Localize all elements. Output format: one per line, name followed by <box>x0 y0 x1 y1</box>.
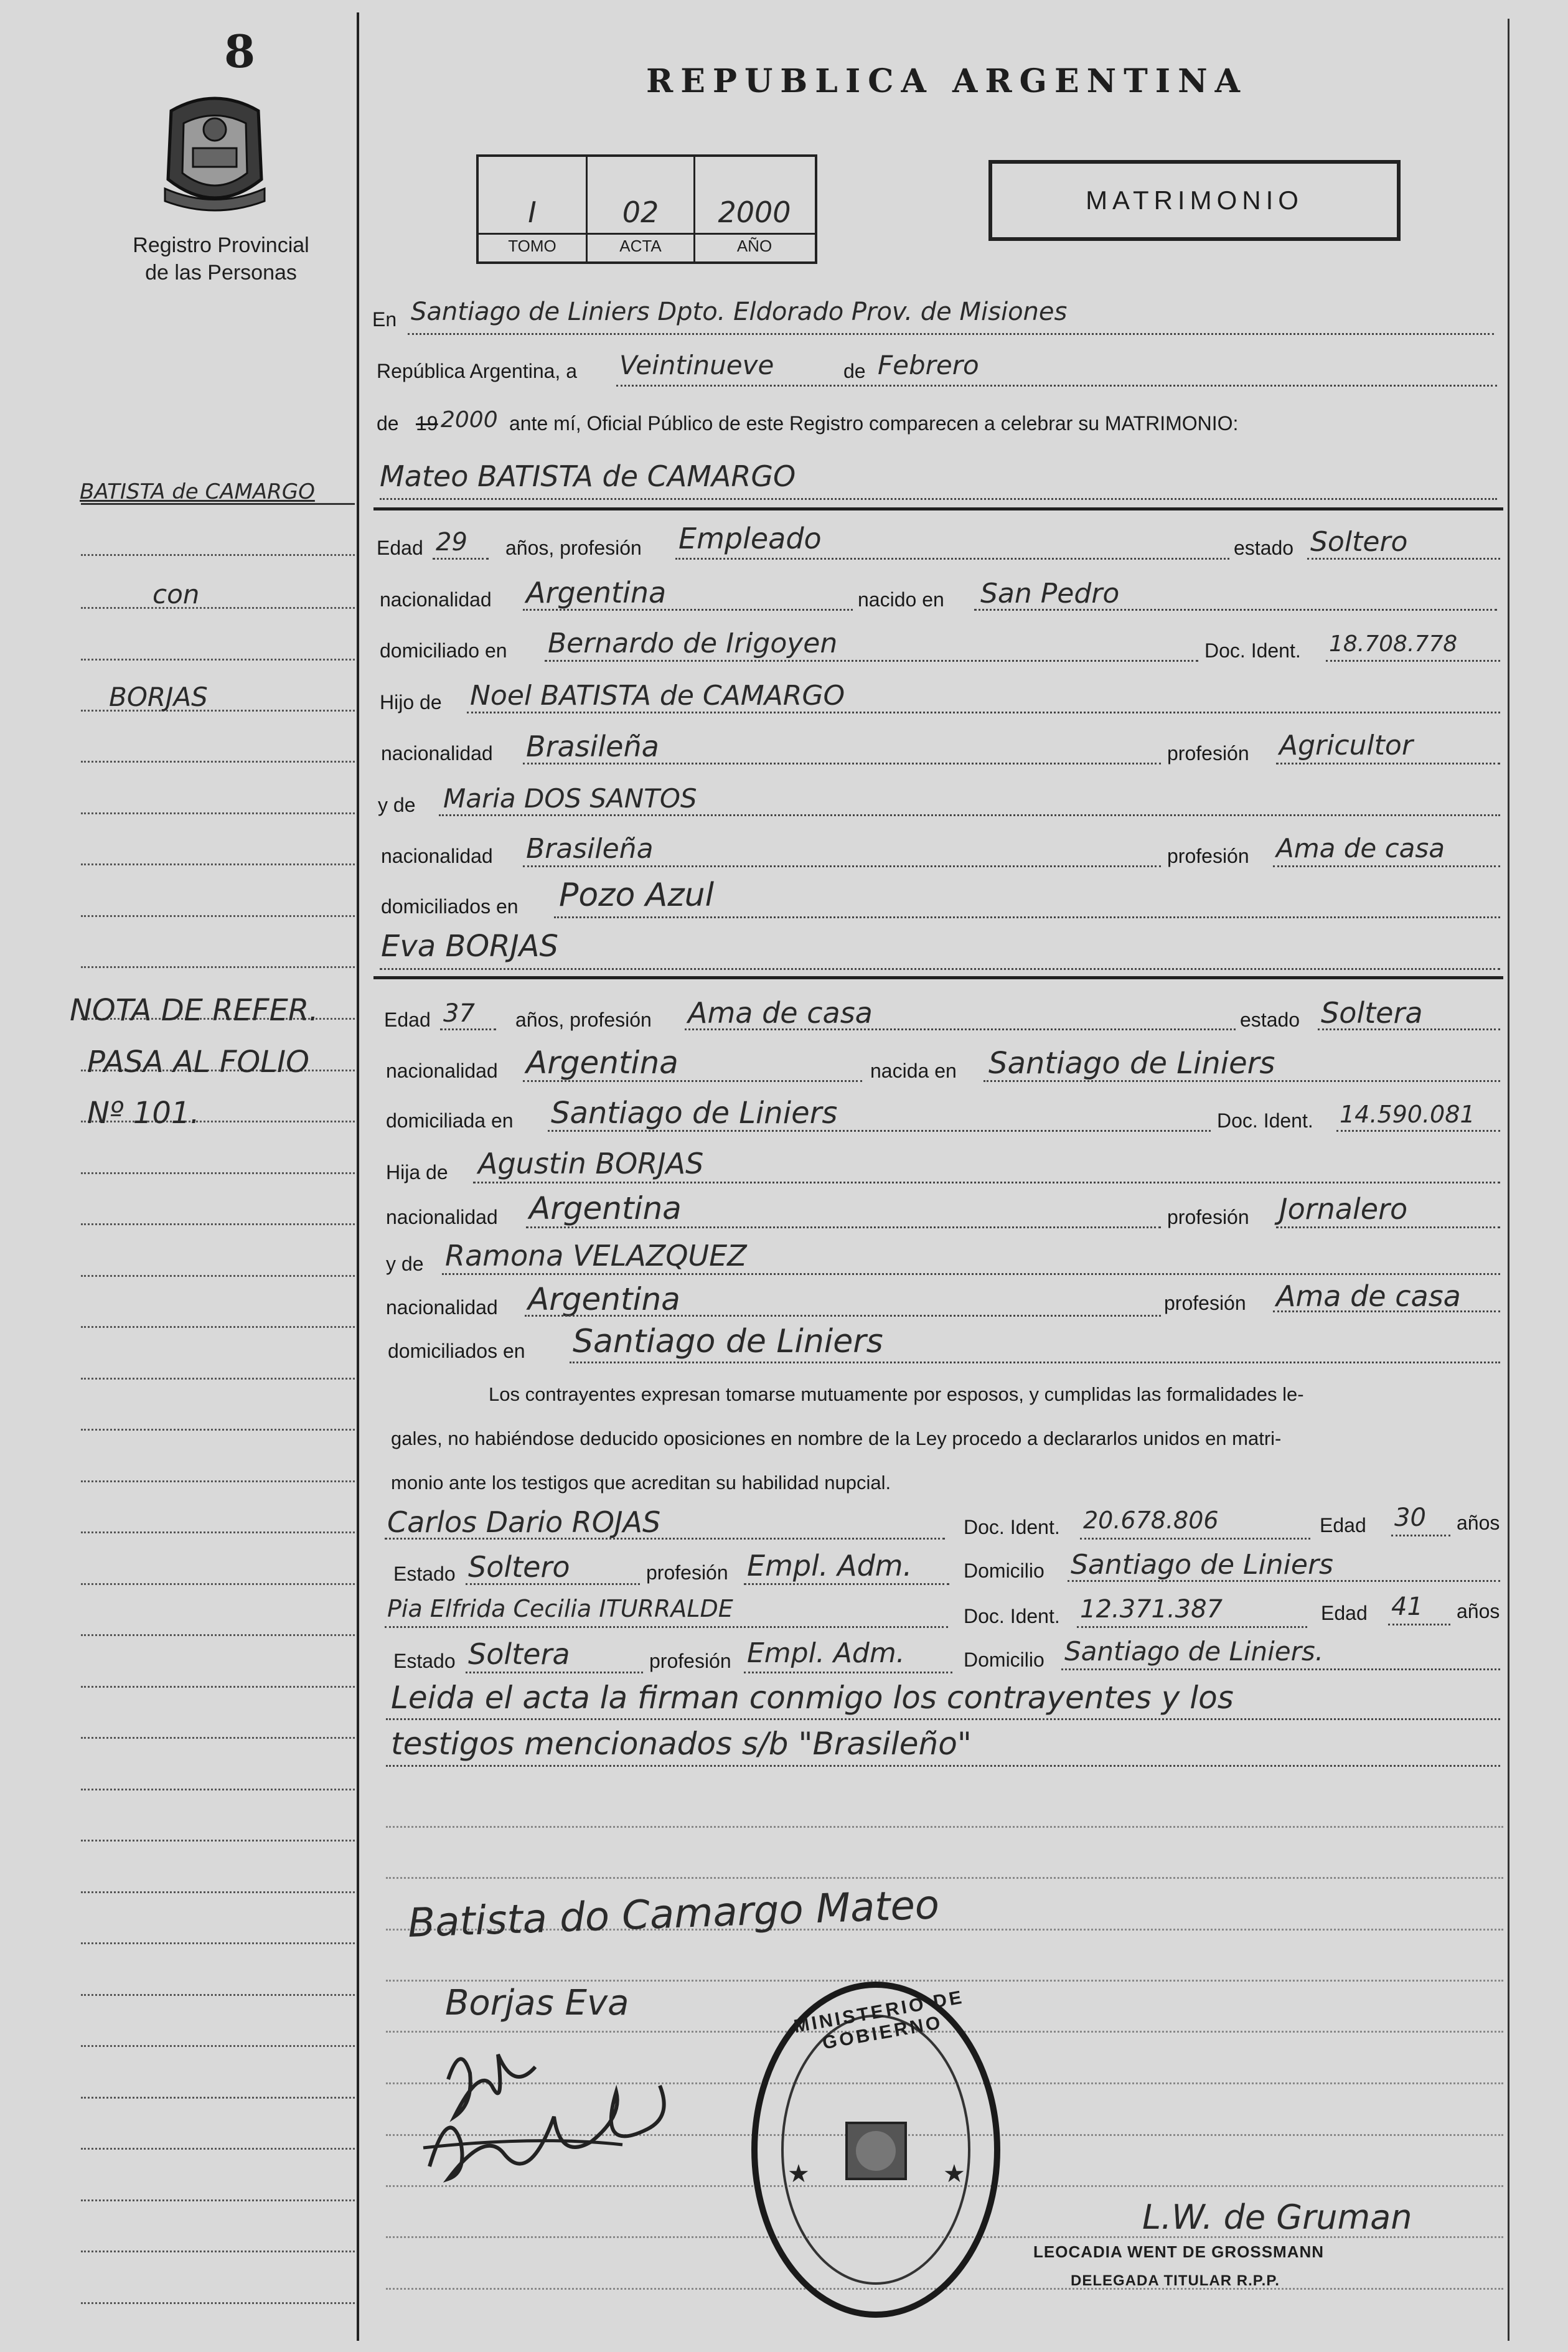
bride-address: Santiago de Liniers <box>551 1096 838 1131</box>
bride-mother: Ramona VELAZQUEZ <box>445 1239 747 1272</box>
record-table <box>476 154 817 264</box>
tomo-value: I <box>528 195 537 229</box>
witness1-name: Carlos Dario ROJAS <box>387 1505 661 1539</box>
act-type-label: MATRIMONIO <box>1086 186 1303 215</box>
bride-father: Agustin BORJAS <box>478 1147 704 1180</box>
groom-mother: Maria DOS SANTOS <box>443 783 697 814</box>
groom-nacionalidad-label: nacionalidad <box>380 588 492 611</box>
anio-value: 2000 <box>718 195 791 229</box>
margin-note-line-3: Nº 101. <box>87 1096 200 1131</box>
officer-stamp-title: DELEGADA TITULAR R.P.P. <box>1071 2272 1280 2289</box>
republica-label: República Argentina, a <box>377 360 577 382</box>
groom-mother-nat-label: nacionalidad <box>381 845 493 867</box>
bride-mother-nat: Argentina <box>528 1281 680 1317</box>
margin-con: con <box>153 579 200 609</box>
closing-line-1: Leida el acta la firman conmigo los contrayentes y los <box>391 1680 1234 1716</box>
witness2-profession: Empl. Adm. <box>747 1637 905 1669</box>
bride-hija-label: Hija de <box>386 1161 448 1183</box>
closing-line-2: testigos mencionados s/b "Brasileño" <box>391 1726 972 1762</box>
bride-father-prof-label: profesión <box>1167 1206 1249 1228</box>
place: Santiago de Liniers Dpto. Eldorado Prov. de Misiones <box>411 298 1068 326</box>
witness2-anos-label: años <box>1457 1600 1500 1622</box>
groom-age: 29 <box>436 528 467 557</box>
acta-value: 02 <box>622 195 659 229</box>
year-struck: 19 <box>416 412 438 435</box>
bride-estado-label: estado <box>1240 1009 1300 1031</box>
en-label: En <box>372 308 397 331</box>
bride-father-nat-label: nacionalidad <box>386 1206 498 1228</box>
groom-doc: 18.708.778 <box>1329 631 1458 657</box>
witness1-anos-label: años <box>1457 1512 1500 1534</box>
officer-signature: L.W. de Gruman <box>1142 2198 1412 2237</box>
tomo-label: TOMO <box>508 237 556 255</box>
bride-anos-profesion-label: años, profesión <box>515 1009 652 1031</box>
witness1-age: 30 <box>1394 1503 1426 1532</box>
groom-hijo-label: Hijo de <box>380 691 442 713</box>
witness2-name: Pia Elfrida Cecilia ITURRALDE <box>387 1595 733 1622</box>
year: 2000 <box>441 407 498 433</box>
bride-nationality: Argentina <box>526 1045 678 1081</box>
month: Febrero <box>878 350 979 380</box>
bride-doc-label: Doc. Ident. <box>1217 1109 1313 1132</box>
groom-anos-profesion-label: años, profesión <box>505 537 642 559</box>
bride-birthplace: Santiago de Liniers <box>988 1046 1275 1081</box>
witness2-doc: 12.371.387 <box>1080 1595 1223 1624</box>
bride-mother-nat-label: nacionalidad <box>386 1296 498 1319</box>
witness1-profession: Empl. Adm. <box>747 1549 913 1583</box>
bride-full-name: Eva BORJAS <box>381 929 558 964</box>
registry-name <box>93 232 349 286</box>
bride-mother-prof-label: profesión <box>1164 1292 1246 1314</box>
right-margin-rule <box>1508 19 1509 2341</box>
groom-nacido-label: nacido en <box>858 588 944 611</box>
intro-rest: ante mí, Oficial Público de este Registro comparecen a celebrar su MATRIMONIO: <box>509 412 1239 435</box>
officer-stamp-name: LEOCADIA WENT DE GROSSMANN <box>1033 2242 1325 2261</box>
groom-signature: Batista do Camargo Mateo <box>406 1882 941 1947</box>
groom-mother-prof: Ama de casa <box>1276 833 1445 863</box>
bride-doc: 14.590.081 <box>1340 1101 1475 1128</box>
groom-estado-label: estado <box>1234 537 1294 559</box>
acta-label: ACTA <box>619 237 662 255</box>
groom-father-nat-label: nacionalidad <box>381 742 493 764</box>
groom-father-nat: Brasileña <box>526 730 659 763</box>
witness2-domicilio: Santiago de Liniers. <box>1064 1636 1324 1667</box>
bride-estado: Soltera <box>1321 996 1423 1030</box>
witness1-estado: Soltero <box>468 1550 570 1584</box>
bride-father-nat: Argentina <box>529 1190 682 1226</box>
bride-domiciliados-label: domiciliados en <box>388 1340 525 1362</box>
groom-mother-nat: Brasileña <box>526 833 654 865</box>
witness-signatures <box>411 2030 685 2204</box>
anio-label: AÑO <box>736 237 772 255</box>
groom-nationality: Argentina <box>526 576 667 609</box>
bride-profession: Ama de casa <box>688 996 873 1030</box>
day: Veintinueve <box>619 350 774 380</box>
groom-y-de-label: y de <box>378 794 416 816</box>
year-de-label: de <box>377 412 399 435</box>
act-type-box <box>988 160 1401 241</box>
bride-nacida-label: nacida en <box>870 1060 957 1082</box>
bride-parents-address: Santiago de Liniers <box>573 1323 883 1360</box>
groom-domiciliados-label: domiciliados en <box>381 895 519 918</box>
groom-father-prof: Agricultor <box>1279 730 1413 761</box>
day-de-label: de <box>843 360 866 382</box>
seal-text: MINISTERIO DE GOBIERNO <box>792 1987 966 2054</box>
bride-domiciliada-label: domiciliada en <box>386 1109 514 1132</box>
svg-text:★: ★ <box>943 2160 965 2188</box>
groom-parents-address: Pozo Azul <box>559 877 715 914</box>
groom-estado: Soltero <box>1310 526 1408 558</box>
bride-signature: Borjas Eva <box>445 1983 629 2023</box>
page-number: 8 <box>224 25 256 78</box>
country-title: REPUBLICA ARGENTINA <box>646 62 1248 100</box>
svg-text:★: ★ <box>787 2160 810 2188</box>
declaration-line-2: gales, no habiéndose deducido oposiciones en nombre de la Ley procedo a declararlos unidos en matri- <box>391 1428 1282 1449</box>
groom-mother-prof-label: profesión <box>1167 845 1249 867</box>
groom-birthplace: San Pedro <box>980 578 1120 609</box>
witness2-domicilio-label: Domicilio <box>964 1649 1045 1671</box>
witness2-age: 41 <box>1391 1592 1423 1621</box>
misiones-emblem <box>159 86 271 217</box>
witness1-doc-label: Doc. Ident. <box>964 1516 1060 1538</box>
groom-father: Noel BATISTA de CAMARGO <box>470 680 845 712</box>
witness1-domicilio-label: Domicilio <box>964 1559 1045 1582</box>
groom-doc-label: Doc. Ident. <box>1204 639 1301 662</box>
witness1-estado-label: Estado <box>393 1563 456 1585</box>
margin-groom-name: BATISTA de CAMARGO <box>80 479 315 504</box>
margin-note-line-2: PASA AL FOLIO <box>87 1045 309 1080</box>
bride-father-prof: Jornalero <box>1279 1192 1408 1226</box>
witness2-doc-label: Doc. Ident. <box>964 1605 1060 1627</box>
registry-line-1: Registro Provincial <box>133 233 309 257</box>
declaration-line-1: Los contrayentes expresan tomarse mutuamente por esposos, y cumplidas las formalidades le- <box>489 1383 1304 1405</box>
registry-line-2: de las Personas <box>145 261 297 285</box>
witness1-doc: 20.678.806 <box>1083 1507 1219 1534</box>
witness1-edad-label: Edad <box>1320 1514 1366 1536</box>
bride-nacionalidad-label: nacionalidad <box>386 1060 498 1082</box>
witness2-profesion-label: profesión <box>649 1650 731 1672</box>
witness2-estado-label: Estado <box>393 1650 456 1672</box>
witness2-estado: Soltera <box>468 1637 570 1671</box>
groom-edad-label: Edad <box>377 537 423 559</box>
groom-address: Bernardo de Irigoyen <box>548 628 838 659</box>
witness2-edad-label: Edad <box>1321 1602 1368 1624</box>
groom-profession: Empleado <box>678 522 822 555</box>
margin-note-line-1: NOTA DE REFER. <box>70 993 319 1028</box>
groom-domiciliado-label: domiciliado en <box>380 639 507 662</box>
bride-mother-prof: Ama de casa <box>1276 1279 1461 1313</box>
witness1-profesion-label: profesión <box>646 1561 728 1584</box>
declaration-line-3: monio ante los testigos que acreditan su habilidad nupcial. <box>391 1472 891 1494</box>
margin-bride-name: BORJAS <box>109 682 208 712</box>
groom-father-prof-label: profesión <box>1167 742 1249 764</box>
left-margin-rule <box>357 12 359 2341</box>
bride-age: 37 <box>443 999 475 1028</box>
bride-edad-label: Edad <box>384 1009 431 1031</box>
witness1-domicilio: Santiago de Liniers <box>1071 1549 1333 1581</box>
bride-y-de-label: y de <box>386 1253 424 1275</box>
groom-full-name: Mateo BATISTA de CAMARGO <box>380 459 796 493</box>
